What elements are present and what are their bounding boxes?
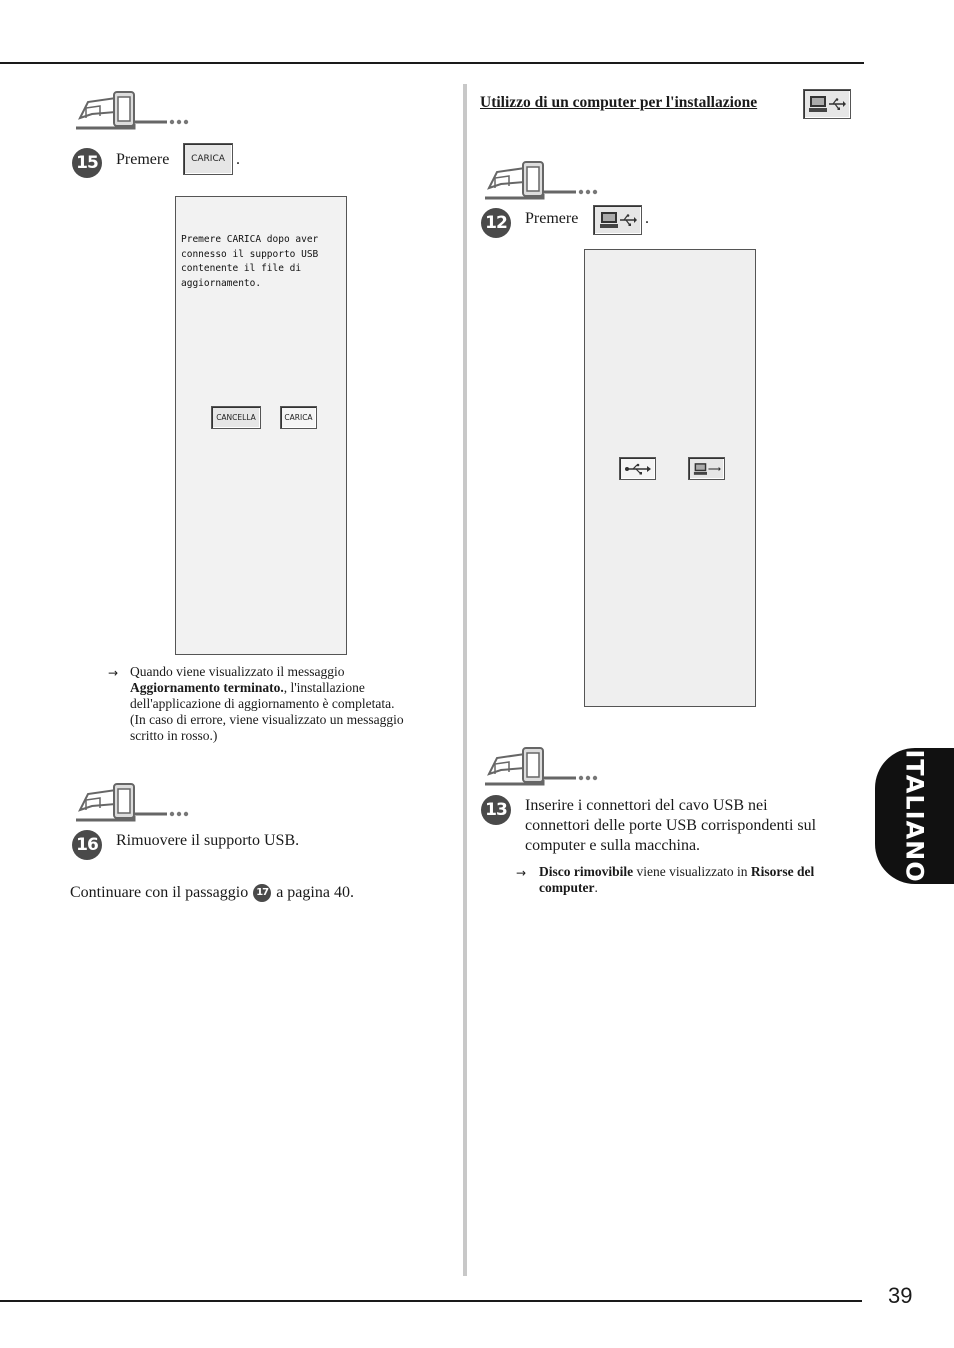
step-number-12: 12 bbox=[481, 208, 511, 238]
step-13-text: Inserire i connettori del cavo USB nei connettori delle porte USB corrispondenti sul computer e sulla macchina. bbox=[525, 797, 817, 854]
update-message: Premere CARICA dopo aver connesso il supporto USB contenente il file di aggiornamento. bbox=[181, 234, 319, 289]
computer-usb-icon bbox=[598, 209, 638, 231]
computer-usb-screen-button[interactable] bbox=[688, 457, 725, 480]
load-button[interactable]: CARICA bbox=[280, 406, 317, 429]
step-15-text: Premere bbox=[116, 151, 170, 168]
computer-usb-icon bbox=[692, 461, 722, 477]
usb-icon bbox=[624, 463, 652, 475]
usb-media-button[interactable] bbox=[619, 457, 656, 480]
language-tab-label: ITALIANO bbox=[900, 749, 929, 883]
machine-screen-icon bbox=[481, 158, 599, 206]
carica-button-inline[interactable]: CARICA bbox=[183, 143, 233, 175]
note-arrow: → bbox=[516, 866, 527, 880]
machine-screen-icon bbox=[481, 744, 599, 792]
note-bold-message: Aggiornamento terminato. bbox=[130, 680, 284, 695]
note-arrow: → bbox=[108, 666, 119, 680]
computer-usb-icon bbox=[807, 93, 847, 115]
continue-instruction: Continuare con il passaggio 17 a pagina 40. bbox=[70, 884, 354, 901]
cancel-button[interactable]: CANCELLA bbox=[211, 406, 261, 429]
step-number-15: 15 bbox=[72, 148, 102, 178]
language-tab bbox=[875, 748, 954, 884]
page-number: 39 bbox=[888, 1283, 913, 1308]
computer-usb-header-icon bbox=[803, 89, 851, 119]
column-divider bbox=[463, 84, 467, 1276]
section-title: Utilizzo di un computer per l'installazione bbox=[480, 94, 758, 111]
step-12-text: Premere bbox=[525, 210, 579, 227]
step-number-13: 13 bbox=[481, 795, 511, 825]
machine-screen-icon bbox=[72, 780, 190, 828]
note-line-5: scritto in rosso.) bbox=[130, 728, 218, 743]
step-number-17-ref: 17 bbox=[253, 884, 271, 902]
step-12-period: . bbox=[645, 210, 649, 227]
note-line-1: Quando viene visualizzato il messaggio bbox=[130, 664, 345, 679]
usb-select-screen bbox=[584, 249, 756, 707]
note-line-4: (In caso di errore, viene visualizzato un messaggio bbox=[130, 712, 404, 727]
removable-disk-note: Disco rimovibile viene visualizzato in Risorse del computer. bbox=[539, 864, 815, 895]
step-16-text: Rimuovere il supporto USB. bbox=[116, 832, 300, 849]
note-line-2: Aggiornamento terminato., l'installazione bbox=[130, 680, 365, 695]
note-line-3: dell'applicazione di aggiornamento è completata. bbox=[130, 696, 395, 711]
top-rule bbox=[0, 62, 864, 64]
bottom-rule bbox=[0, 1300, 862, 1302]
completion-note bbox=[130, 664, 460, 744]
update-screen bbox=[175, 196, 347, 655]
computer-usb-button[interactable] bbox=[593, 205, 642, 235]
step-15-period: . bbox=[236, 151, 240, 168]
machine-screen-icon bbox=[72, 88, 190, 136]
step-number-16: 16 bbox=[72, 830, 102, 860]
